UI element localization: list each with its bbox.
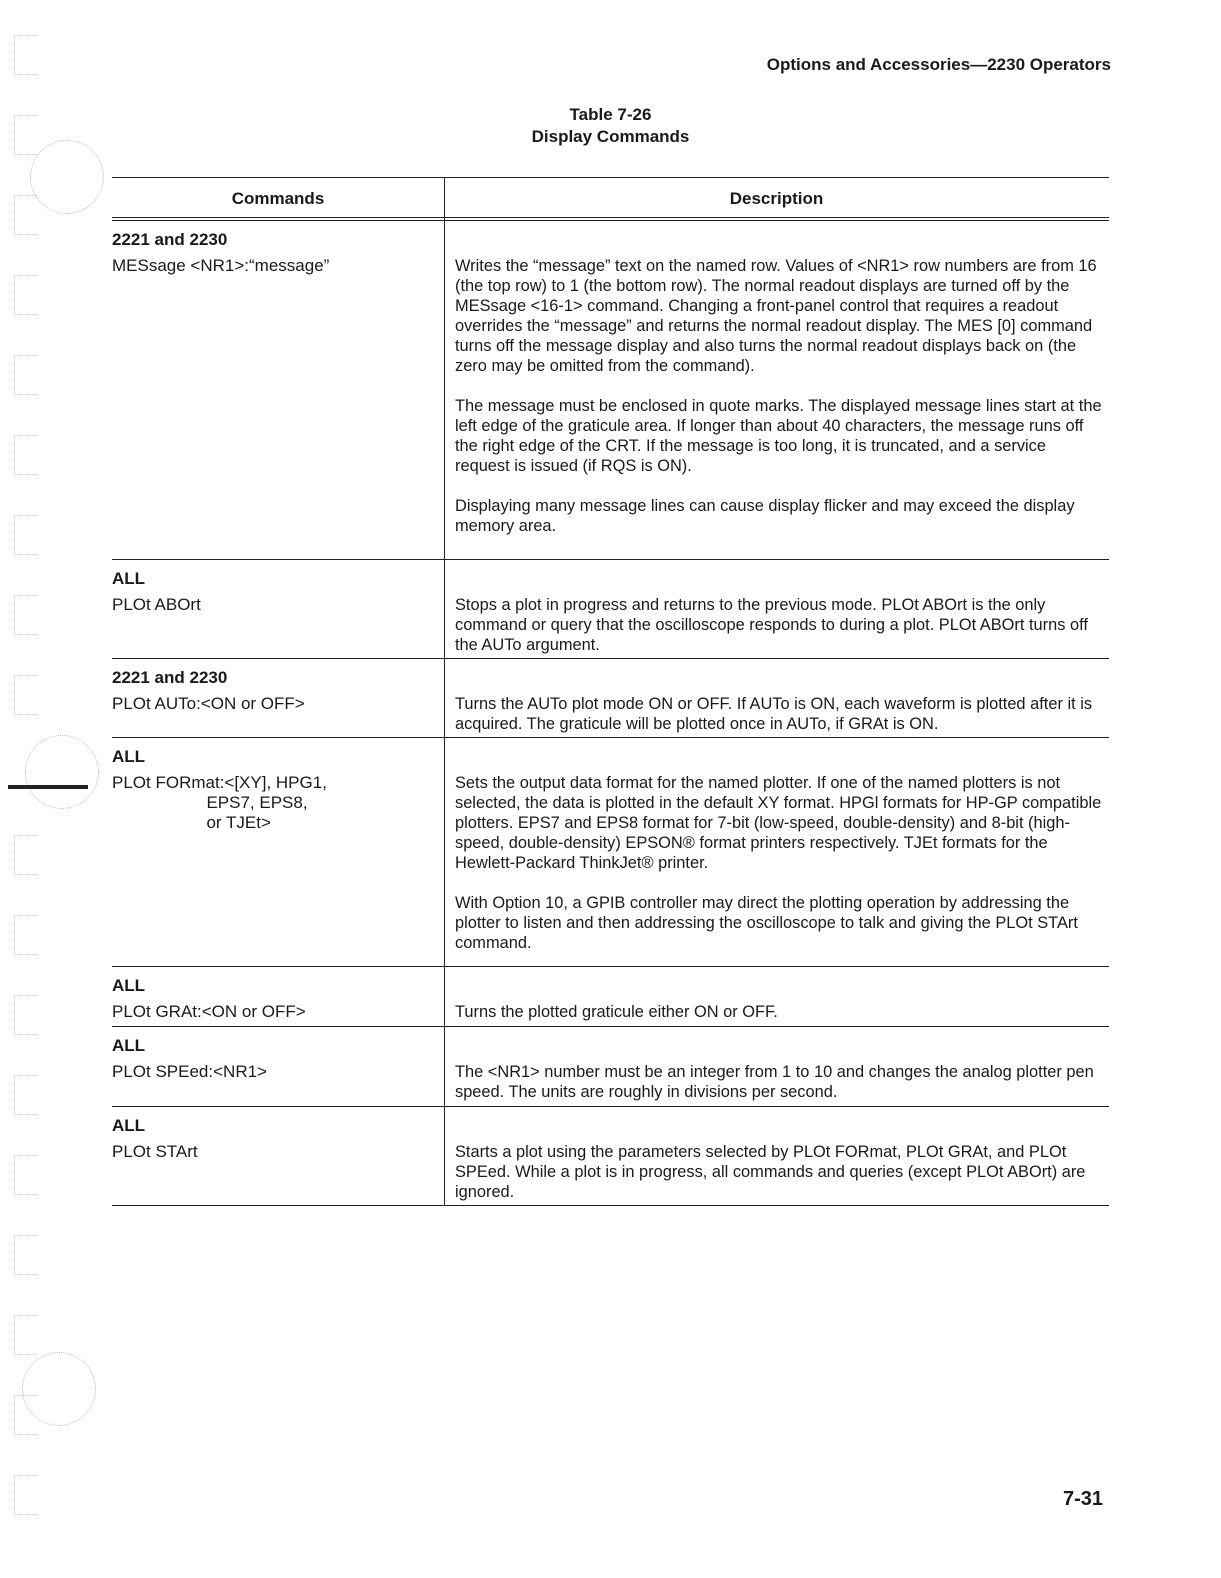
running-header: Options and Accessories—2230 Operators [766, 55, 1111, 74]
table-row [112, 659, 1109, 738]
table-header [112, 177, 1109, 217]
margin-mark [14, 675, 37, 715]
description-paragraph: Stops a plot in progress and returns to the previous mode. PLOt ABOrt is the only command or query that the oscilloscope responds to during a plot. PLOt ABOrt turns off the AUTo argument. [455, 596, 1088, 654]
model-group: ALL [112, 747, 146, 766]
table-row [112, 738, 1109, 967]
description-cell [455, 1142, 1105, 1213]
margin-mark [14, 435, 37, 475]
description-paragraph: With Option 10, a GPIB controller may direct the plotting operation by addressing the plotter to listen and then addressing the oscilloscope to talk and giving the PLOt STArt command. [455, 894, 1078, 952]
binder-hole [25, 735, 99, 809]
margin-mark [14, 995, 37, 1035]
command-cell [112, 668, 437, 714]
margin-mark [14, 1315, 37, 1355]
column-header-description: Description [729, 189, 824, 208]
description-paragraph: The <NR1> number must be an integer from 1 to 10 and changes the analog plotter pen speed. The units are roughly in divisions per second. [455, 1063, 1094, 1101]
command-syntax: PLOt FORmat:<[XY], HPG1, EPS7, EPS8, or TJEt> [112, 773, 327, 832]
punch-mark [8, 785, 88, 789]
table-row [112, 560, 1109, 659]
command-cell [112, 1036, 437, 1082]
model-group: ALL [112, 1036, 146, 1055]
command-syntax: PLOt SPEed:<NR1> [112, 1062, 267, 1081]
margin-mark [14, 1155, 37, 1195]
table-row [112, 221, 1109, 560]
description-cell [455, 256, 1105, 547]
margin-mark [14, 195, 37, 235]
command-cell [112, 569, 437, 615]
margin-mark [14, 275, 37, 315]
table-row [112, 1107, 1109, 1206]
description-paragraph: Turns the plotted graticule either ON or OFF. [455, 1003, 778, 1021]
binder-hole [22, 1352, 96, 1426]
model-group: 2221 and 2230 [112, 668, 228, 687]
command-syntax: PLOt STArt [112, 1142, 198, 1161]
margin-mark [14, 1235, 37, 1275]
description-paragraph: Displaying many message lines can cause display flicker and may exceed the display memory area. [455, 497, 1075, 535]
margin-mark [14, 1075, 37, 1115]
description-paragraph: Starts a plot using the parameters selected by PLOt FORmat, PLOt GRAt, and PLOt SPEed. While a plot is in progress, all commands and queries (except PLOt ABOrt) are ignored. [455, 1143, 1086, 1201]
margin-mark [14, 915, 37, 955]
command-syntax: PLOt ABOrt [112, 595, 201, 614]
margin-mark [14, 595, 37, 635]
margin-mark [14, 515, 37, 555]
table-title [0, 104, 1221, 148]
description-paragraph: Writes the “message” text on the named row. Values of <NR1> row numbers are from 16 (the top row) to 1 (the bottom row). The normal readout displays are turned off by the MESsage <16-1> command. Changing a front-panel control that requires a readout overrides the “message” and returns the normal readout display. The MES [0] command turns off the message display and also turns the normal readout displays back on (the zero may be omitted from the command). [455, 257, 1097, 375]
margin-mark [14, 355, 37, 395]
command-cell [112, 976, 437, 1022]
description-paragraph: Turns the AUTo plot mode ON or OFF. If AUTo is ON, each waveform is plotted after it is acquired. The graticule will be plotted once in AUTo, if GRAt is ON. [455, 695, 1093, 733]
page-number: 7-31 [1062, 1488, 1103, 1510]
command-syntax: PLOt GRAt:<ON or OFF> [112, 1002, 306, 1021]
description-paragraph: The message must be enclosed in quote marks. The displayed message lines start at the left edge of the graticule area. If longer than about 40 characters, the message runs off the right edge of the CRT. If the message is too long, it is truncated, and a service request is issued (if RQS is ON). [455, 397, 1102, 475]
model-group: ALL [112, 569, 146, 588]
model-group: ALL [112, 1116, 146, 1135]
command-cell [112, 1116, 437, 1162]
description-cell [455, 595, 1105, 666]
command-syntax: PLOt AUTo:<ON or OFF> [112, 694, 305, 713]
margin-mark [14, 35, 37, 75]
command-cell [112, 230, 437, 276]
table-row [112, 1027, 1109, 1107]
binder-hole [30, 140, 104, 214]
table-caption: Display Commands [531, 127, 690, 146]
description-paragraph: Sets the output data format for the named plotter. If one of the named plotters is not selected, the data is plotted in the default XY format. HPGl formats for HP-GP compatible plotters. EPS7 and EPS8 format for 7-bit (low-speed, double-density) and 8-bit (high-speed, double-density) EPSON® format printers respectively. TJEt formats for the Hewlett-Packard ThinkJet® printer. [455, 774, 1102, 872]
margin-mark [14, 1475, 37, 1515]
command-syntax: MESsage <NR1>:“message” [112, 256, 330, 275]
model-group: ALL [112, 976, 146, 995]
model-group: 2221 and 2230 [112, 230, 228, 249]
command-cell [112, 747, 437, 833]
binder-margin [0, 0, 100, 1578]
description-cell [455, 773, 1105, 964]
table-number: Table 7-26 [569, 105, 652, 124]
description-cell [455, 1062, 1105, 1113]
margin-mark [14, 835, 37, 875]
display-commands-table [112, 177, 1109, 1206]
table-row [112, 967, 1109, 1027]
column-header-commands: Commands [231, 189, 325, 208]
